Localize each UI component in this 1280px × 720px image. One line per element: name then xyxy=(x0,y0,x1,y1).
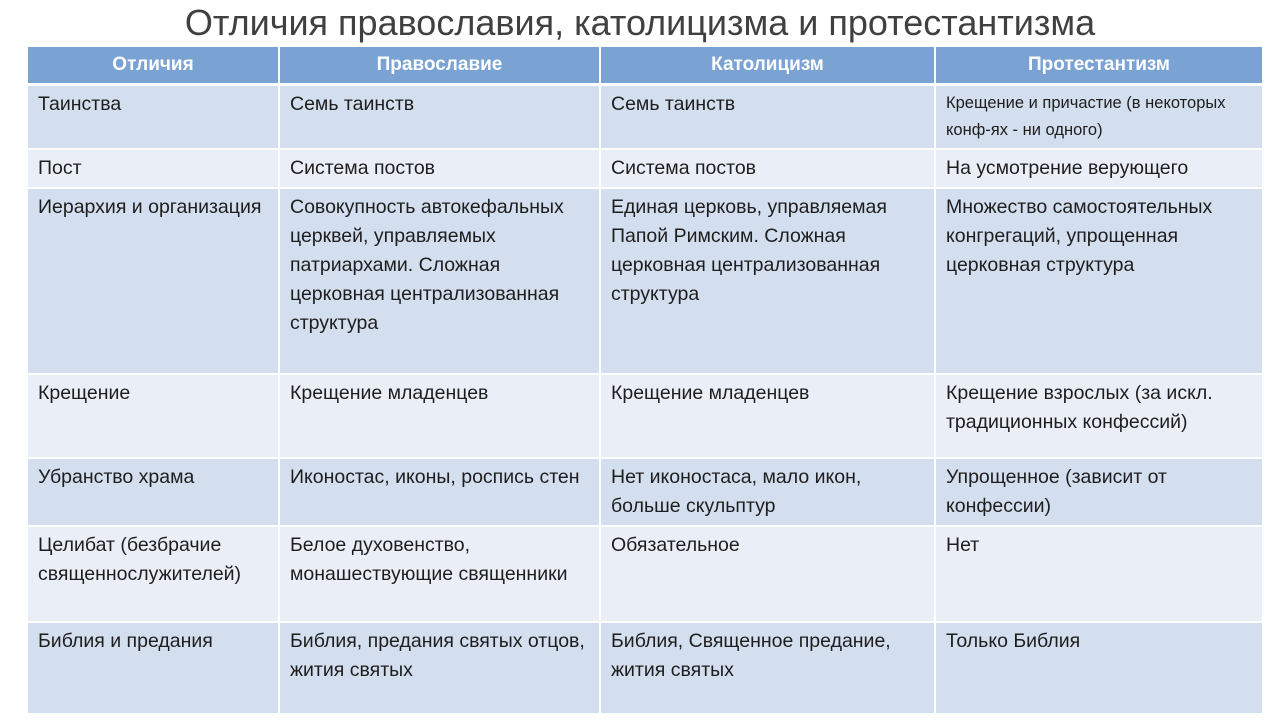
row-label: Целибат (безбрачие священнослужителей) xyxy=(28,526,279,622)
cell-catholicism: Нет иконостаса, мало икон, больше скульптур xyxy=(600,458,935,526)
cell-catholicism: Обязательное xyxy=(600,526,935,622)
header-orthodoxy: Православие xyxy=(279,47,600,85)
cell-protestantism: Только Библия xyxy=(935,622,1262,714)
cell-orthodoxy: Совокупность автокефальных церквей, управляемых патриархами. Сложная церковная централизованная структура xyxy=(279,188,600,374)
cell-orthodoxy: Иконостас, иконы, роспись стен xyxy=(279,458,600,526)
row-label: Крещение xyxy=(28,374,279,458)
header-protestantism: Протестантизм xyxy=(935,47,1262,85)
row-label: Убранство храма xyxy=(28,458,279,526)
cell-orthodoxy: Белое духовенство, монашествующие священники xyxy=(279,526,600,622)
cell-catholicism: Единая церковь, управляемая Папой Римским. Сложная церковная централизованная структура xyxy=(600,188,935,374)
cell-protestantism: Множество самостоятельных конгрегаций, упрощенная церковная структура xyxy=(935,188,1262,374)
table-row xyxy=(28,374,1262,458)
row-label: Пост xyxy=(28,149,279,188)
cell-orthodoxy: Семь таинств xyxy=(279,85,600,150)
row-label: Иерархия и организация xyxy=(28,188,279,374)
cell-orthodoxy: Библия, предания святых отцов, жития святых xyxy=(279,622,600,714)
table-row xyxy=(28,622,1262,714)
slide-title: Отличия православия, католицизма и протестантизма xyxy=(184,2,1096,43)
cell-catholicism: Семь таинств xyxy=(600,85,935,150)
table-row xyxy=(28,526,1262,622)
comparison-table xyxy=(28,47,1262,715)
header-catholicism: Католицизм xyxy=(600,47,935,85)
cell-protestantism: Упрощенное (зависит от конфессии) xyxy=(935,458,1262,526)
table-row xyxy=(28,149,1262,188)
table-row xyxy=(28,188,1262,374)
cell-protestantism: Крещение и причастие (в некоторых конф-ях - ни одного) xyxy=(935,85,1262,150)
table-row xyxy=(28,85,1262,150)
cell-protestantism: На усмотрение верующего xyxy=(935,149,1262,188)
cell-catholicism: Библия, Священное предание, жития святых xyxy=(600,622,935,714)
cell-orthodoxy: Крещение младенцев xyxy=(279,374,600,458)
cell-catholicism: Крещение младенцев xyxy=(600,374,935,458)
cell-protestantism: Крещение взрослых (за искл. традиционных конфессий) xyxy=(935,374,1262,458)
table-header-row xyxy=(28,47,1262,85)
cell-orthodoxy: Система постов xyxy=(279,149,600,188)
header-differences: Отличия xyxy=(28,47,279,85)
row-label: Библия и предания xyxy=(28,622,279,714)
row-label: Таинства xyxy=(28,85,279,150)
cell-protestantism: Нет xyxy=(935,526,1262,622)
table-row xyxy=(28,458,1262,526)
cell-catholicism: Система постов xyxy=(600,149,935,188)
